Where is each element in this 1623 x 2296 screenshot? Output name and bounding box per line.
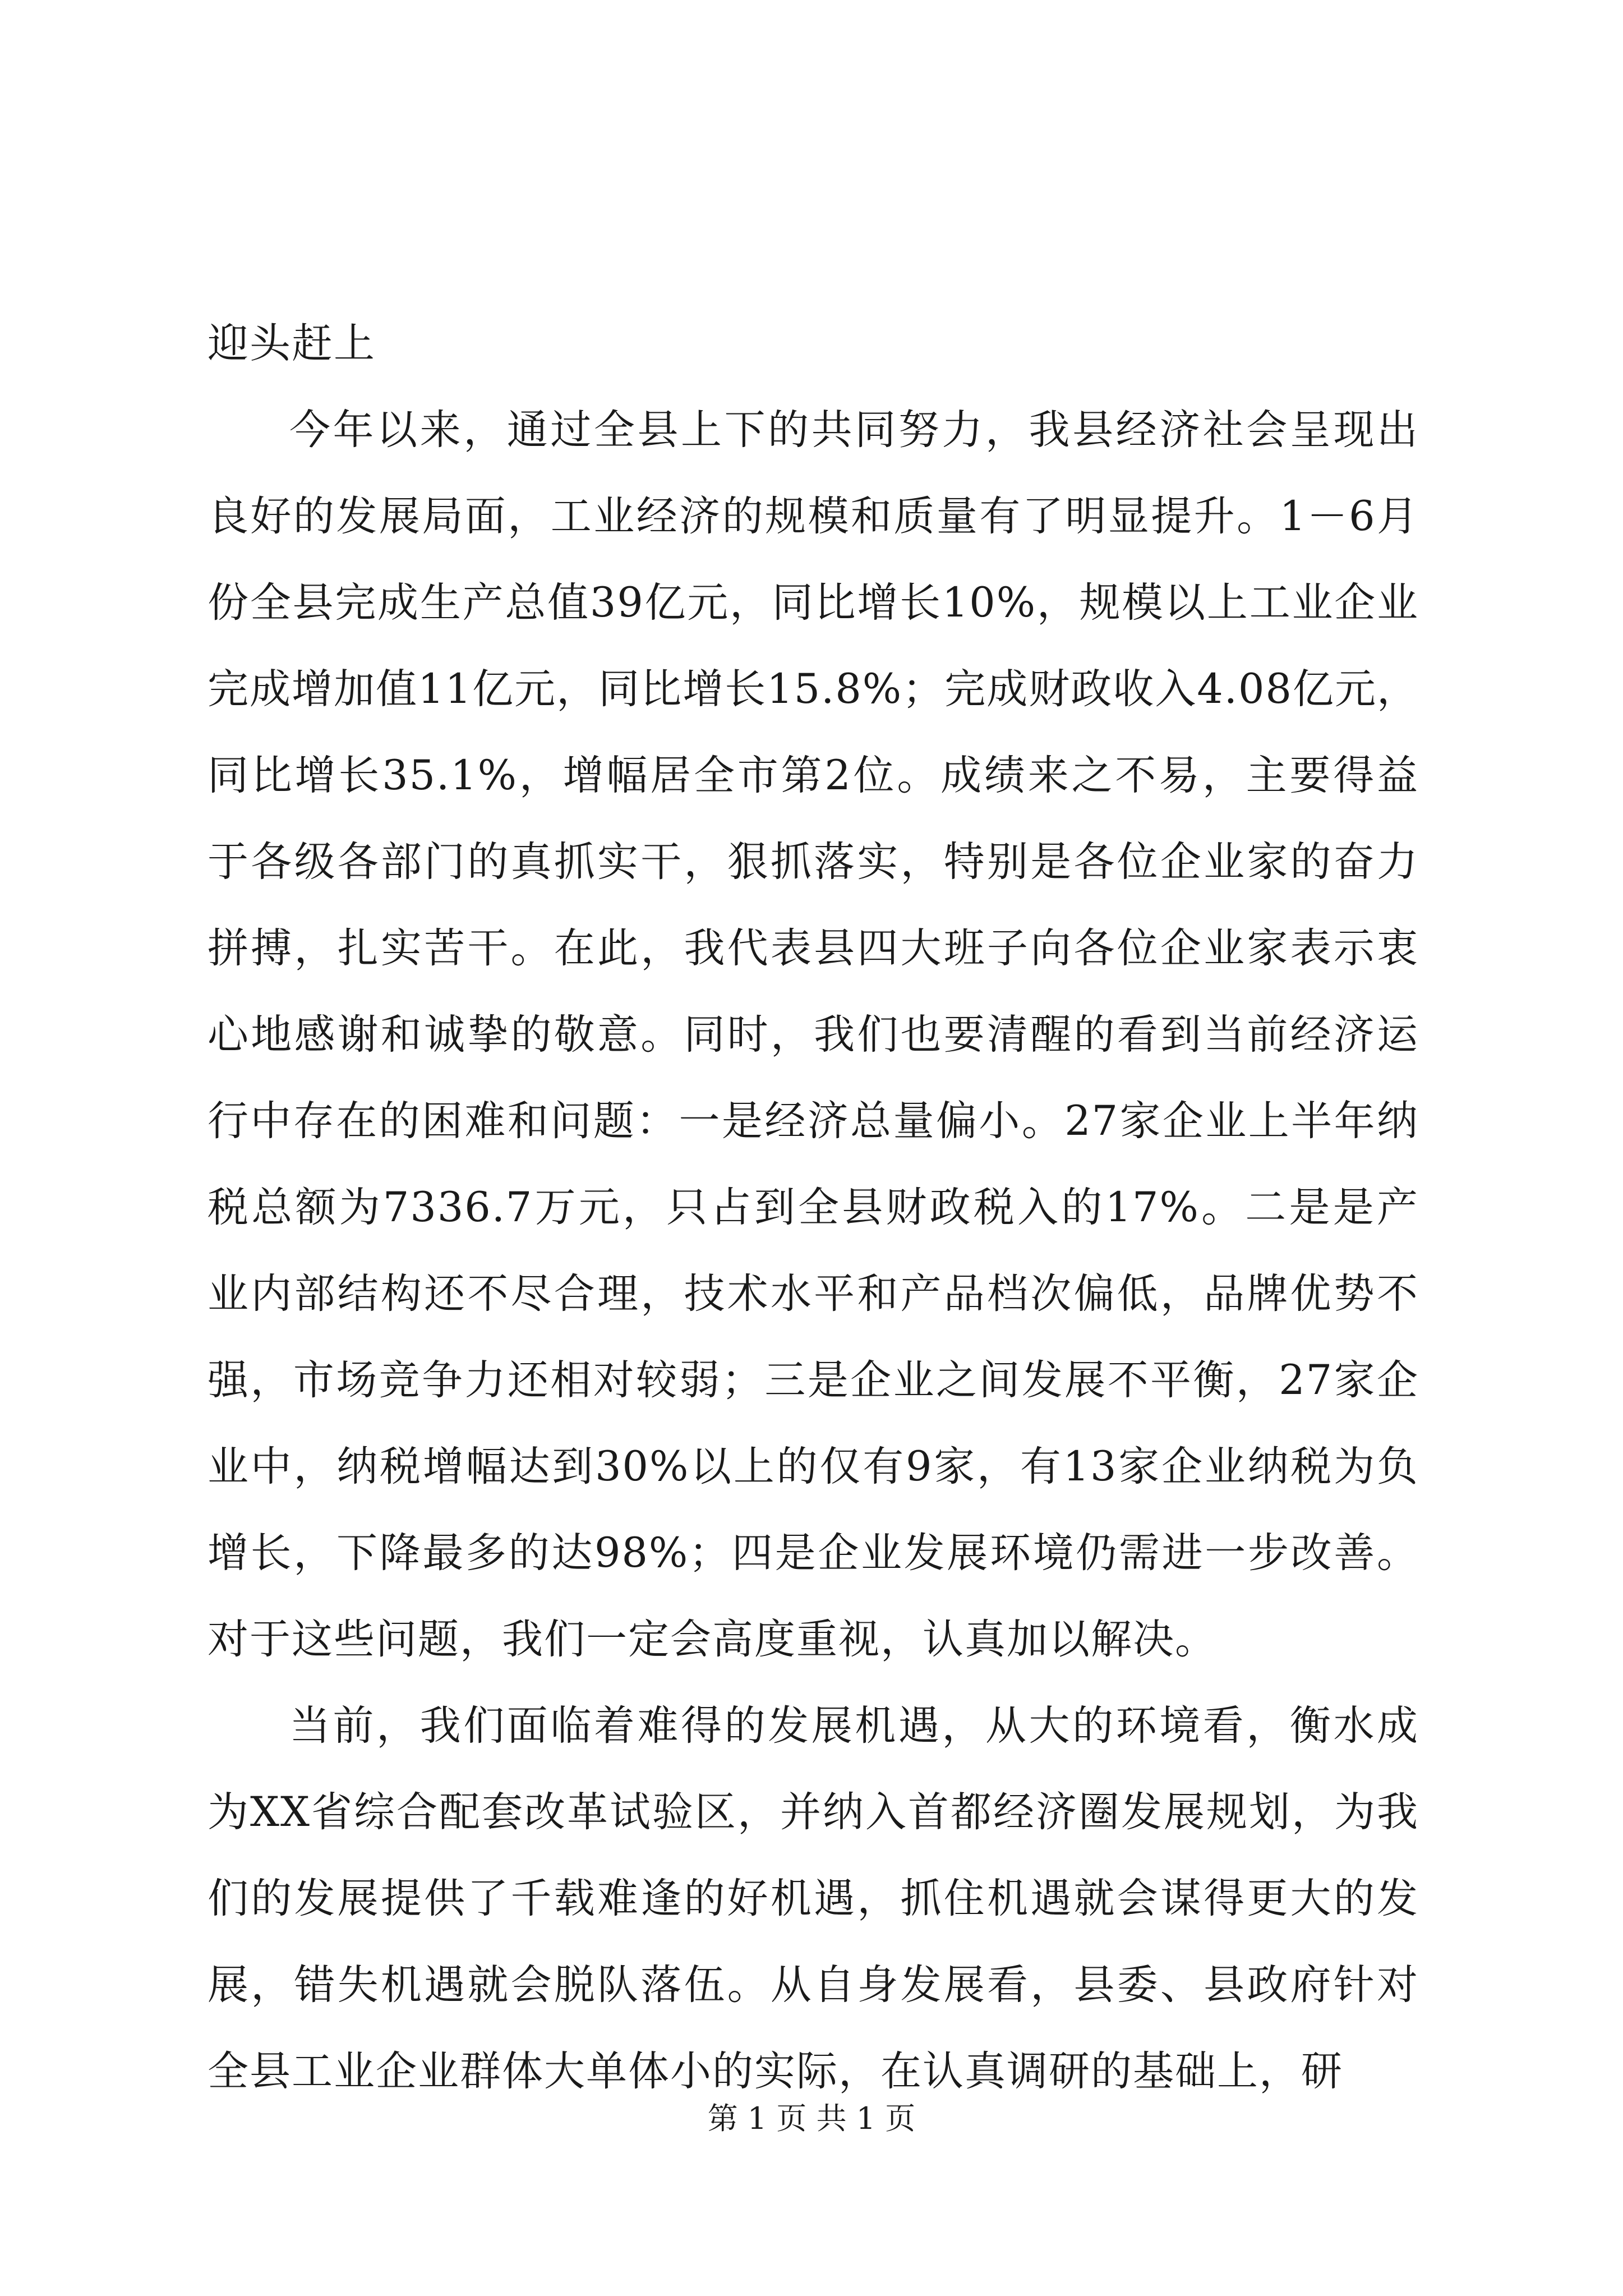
paragraph-2: 当前，我们面临着难得的发展机遇，从大的环境看，衡水成为XX省综合配套改革试验区，并纳入首都经济圈发展规划，为我们的发展提供了千载难逢的好机遇，抓住机遇就会谋得更大的发展，错失机遇就会脱队落伍。从自身发展看，县委、县政府针对全县工业企业群体大单体小的实际，在认真调研的基础上，研 [208, 1702, 1419, 2095]
page-footer: 第 1 页 共 1 页 [707, 2101, 916, 2136]
paragraph-1: 今年以来，通过全县上下的共同努力，我县经济社会呈现出良好的发展局面，工业经济的规模和质量有了明显提升。1－6月份全县完成生产总值39亿元，同比增长10%，规模以上工业企业完成增加值11亿元，同比增长15.8%；完成财政收入4.08亿元，同比增长35.1%，增幅居全市第2位。成绩来之不易，主要得益于各级各部门的真抓实干，狠抓落实，特别是各位企业家的奋力拼搏，扎实苦干。在此，我代表县四大班子向各位企业家表示衷心地感谢和诚挚的敬意。同时，我们也要清醒的看到当前经济运行中存在的困难和问题：一是经济总量偏小。27家企业上半年纳税总额为7336.7万元，只占到全县财政税入的17%。二是是产业内部结构还不尽合理，技术水平和产品档次偏低，品牌优势不强，市场竞争力还相对较弱；三是企业之间发展不平衡，27家企业中，纳税增幅达到30%以上的仅有9家，有13家企业纳税为负增长，下降最多的达98%；四是企业发展环境仍需进一步改善。对于这些问题，我们一定会高度重视，认真加以解决。 [208, 406, 1419, 1663]
document-heading: 迎头赶上 [208, 320, 376, 367]
document-body [208, 301, 1419, 2115]
